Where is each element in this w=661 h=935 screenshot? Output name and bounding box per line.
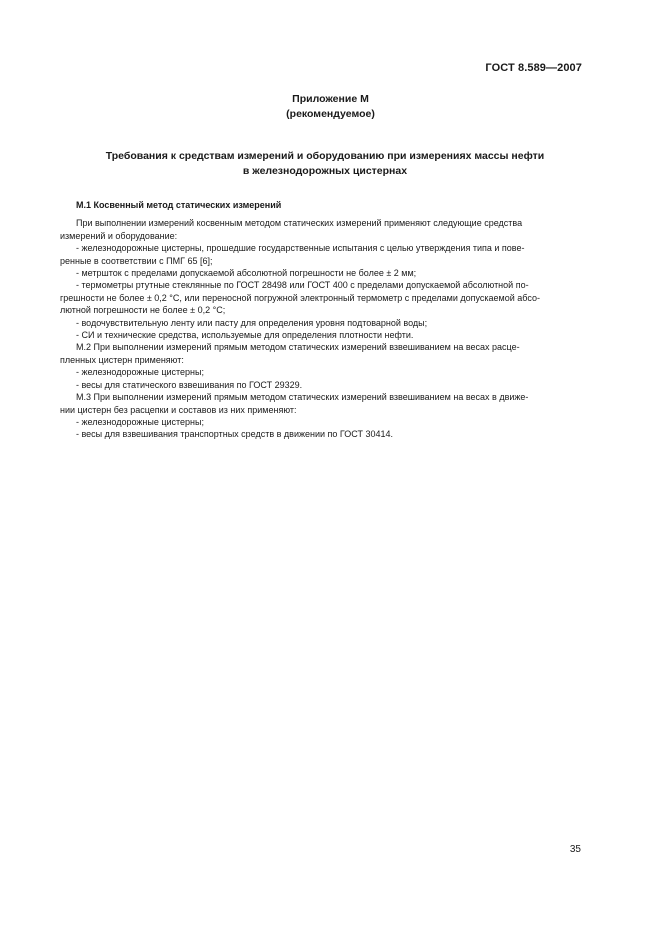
text-line: - железнодорожные цистерны; — [76, 367, 204, 378]
text-line: - водочувствительную ленту или пасту для определения уровня подтоварной воды; — [76, 317, 428, 328]
text-line: - метршток с пределами допускаемой абсолютной погрешности не более ± 2 мм; — [76, 268, 417, 279]
section-title — [60, 149, 590, 179]
subheading: М.1 Косвенный метод статических измерений — [76, 200, 282, 210]
text-line: - СИ и технические средства, используемые для определения плотности нефти. — [76, 330, 414, 341]
text-line: - термометры ртутные стеклянные по ГОСТ 28498 или ГОСТ 400 с пределами допускаемой абсолютной по- — [76, 280, 529, 291]
section-title-line-1: Требования к средствам измерений и оборудованию при измерениях массы нефти — [105, 150, 545, 162]
page-number: 35 — [569, 844, 581, 855]
text-line: грешности не более ± 0,2 °С, или переносной погружной электронный термометр с пределами допускаемой абсо- — [60, 292, 540, 303]
text-line: пленных цистерн применяют: — [60, 354, 184, 365]
text-line: лютной погрешности не более ± 0,2 °С; — [60, 305, 226, 316]
text-line: - железнодорожные цистерны, прошедшие государственные испытания с целью утверждения типа и пове- — [76, 243, 525, 254]
text-line: нии цистерн без расцепки и составов из них применяют: — [60, 404, 297, 415]
document-code: ГОСТ 8.589—2007 — [485, 62, 582, 74]
text-line: М.2 При выполнении измерений прямым методом статических измерений взвешиванием на весах расце- — [76, 342, 520, 353]
text-line: М.3 При выполнении измерений прямым методом статических измерений взвешиванием на весах в движе- — [76, 392, 529, 403]
appendix-status: (рекомендуемое) — [286, 108, 375, 120]
appendix-title: Приложение М — [292, 93, 369, 105]
text-line: ренные в соответствии с ПМГ 65 [6]; — [60, 255, 213, 266]
text-line: - железнодорожные цистерны; — [76, 416, 204, 427]
appendix-heading — [0, 92, 661, 122]
text-line: При выполнении измерений косвенным методом статических измерений применяют следующие средства — [76, 218, 523, 229]
section-title-line-2: в железнодорожных цистернах — [242, 165, 408, 177]
body-text — [60, 199, 586, 441]
text-line: - весы для взвешивания транспортных средств в движении по ГОСТ 30414. — [76, 429, 394, 440]
text-line: - весы для статического взвешивания по ГОСТ 29329. — [76, 379, 303, 390]
text-line: измерений и оборудование: — [60, 230, 178, 241]
